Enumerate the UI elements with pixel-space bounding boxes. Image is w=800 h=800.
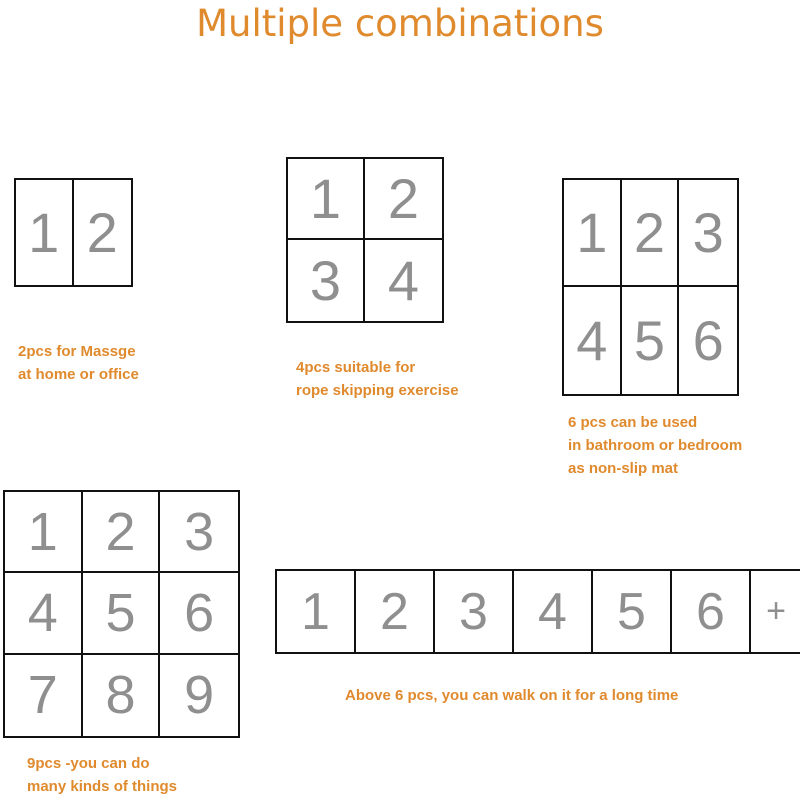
caption-line: 4pcs suitable for — [296, 359, 416, 376]
tile-cell: 6 — [160, 573, 238, 654]
tile-group-9pcs — [3, 490, 240, 738]
caption-line: 9pcs -you can do — [27, 755, 150, 772]
tile-cell: 2 — [622, 180, 680, 287]
tile-cell: 4 — [564, 287, 622, 394]
page-title: Multiple combinations — [196, 2, 604, 45]
caption-9pcs — [27, 752, 177, 798]
tile-cell-plus: + — [751, 571, 800, 652]
caption-line: in bathroom or bedroom — [568, 437, 743, 454]
caption-line: rope skipping exercise — [296, 382, 459, 399]
tile-cell: 6 — [692, 309, 724, 372]
tile-cell: 2 — [365, 159, 442, 240]
tile-cell: 4 — [387, 249, 420, 312]
tile-cell: 5 — [593, 571, 672, 652]
caption-line: as non-slip mat — [568, 460, 679, 477]
tile-cell: 3 — [288, 240, 365, 321]
tile-group-row — [275, 569, 800, 654]
caption-4pcs — [296, 356, 459, 402]
caption-line: many kinds of things — [27, 778, 178, 795]
tile-cell: 3 — [160, 492, 238, 573]
tile-cell: 5 — [83, 573, 161, 654]
tile-cell: 4 — [5, 573, 83, 654]
tile-cell: 2 — [86, 201, 118, 264]
tile-cell: 1 — [564, 180, 622, 287]
tile-cell: 1 — [277, 571, 356, 652]
tile-cell: 1 — [16, 180, 74, 285]
tile-cell: 9 — [184, 665, 215, 726]
tile-cell: 5 — [622, 287, 680, 394]
tile-group-6pcs — [562, 178, 739, 396]
caption-row — [345, 684, 678, 707]
tile-group-4pcs — [286, 157, 444, 323]
caption-2pcs — [18, 340, 139, 386]
tile-cell: 3 — [435, 571, 514, 652]
caption-6pcs — [568, 411, 742, 480]
tile-cell: 6 — [672, 571, 751, 652]
tile-cell: 2 — [356, 571, 435, 652]
tile-cell: 4 — [514, 571, 593, 652]
tile-cell: 1 — [5, 492, 83, 573]
caption-line: Above 6 pcs, you can walk on it for a long time — [345, 687, 679, 704]
caption-line: 6 pcs can be used — [568, 414, 698, 431]
tile-group-2pcs — [14, 178, 133, 287]
caption-line: at home or office — [18, 366, 139, 383]
tile-cell: 7 — [5, 655, 83, 736]
tile-cell: 3 — [679, 180, 737, 287]
caption-line: 2pcs for Massge — [18, 343, 136, 360]
tile-cell: 8 — [83, 655, 161, 736]
tile-cell: 1 — [288, 159, 365, 240]
tile-cell: 2 — [83, 492, 161, 573]
